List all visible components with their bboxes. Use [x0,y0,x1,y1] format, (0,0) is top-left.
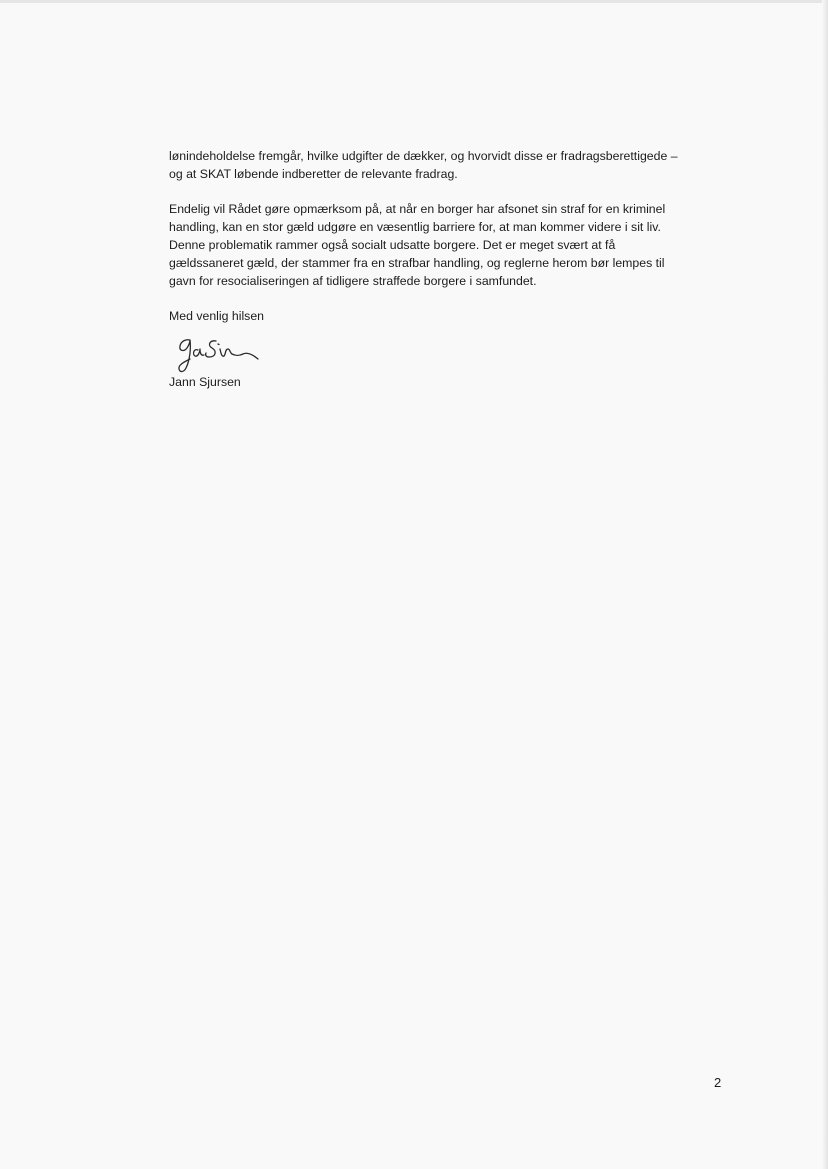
text-line: Denne problematik rammer også socialt udsatte borgere. Det er meget svært at få [169,238,616,252]
text-line: gavn for resocialiseringen af tidligere straffede borgere i samfundet. [169,274,537,288]
page-right-edge [822,0,828,1169]
signer-name: Jann Sjursen [169,375,241,389]
text-line: lønindeholdelse fremgår, hvilke udgifter de dækker, og hvorvidt disse er fradragsberettigede – [169,149,678,163]
text-line: og at SKAT løbende indberetter de relevante fradrag. [169,167,458,181]
handwritten-signature [172,332,272,376]
paragraph-resocialization [169,200,749,290]
text-line: gældssaneret gæld, der stammer fra en strafbar handling, og reglerne herom bør lempes til [169,256,665,270]
page-top-edge [0,0,828,3]
text-line: Endelig vil Rådet gøre opmærksom på, at når en borger har afsonet sin straf for en kriminel [169,202,666,216]
paragraph-payroll [169,147,749,183]
text-line: handling, kan en stor gæld udgøre en væsentlig barriere for, at man kommer videre i sit liv. [169,220,661,234]
letter-body [169,147,749,325]
closing-salutation: Med venlig hilsen [169,309,265,323]
page-number: 2 [714,1075,722,1090]
